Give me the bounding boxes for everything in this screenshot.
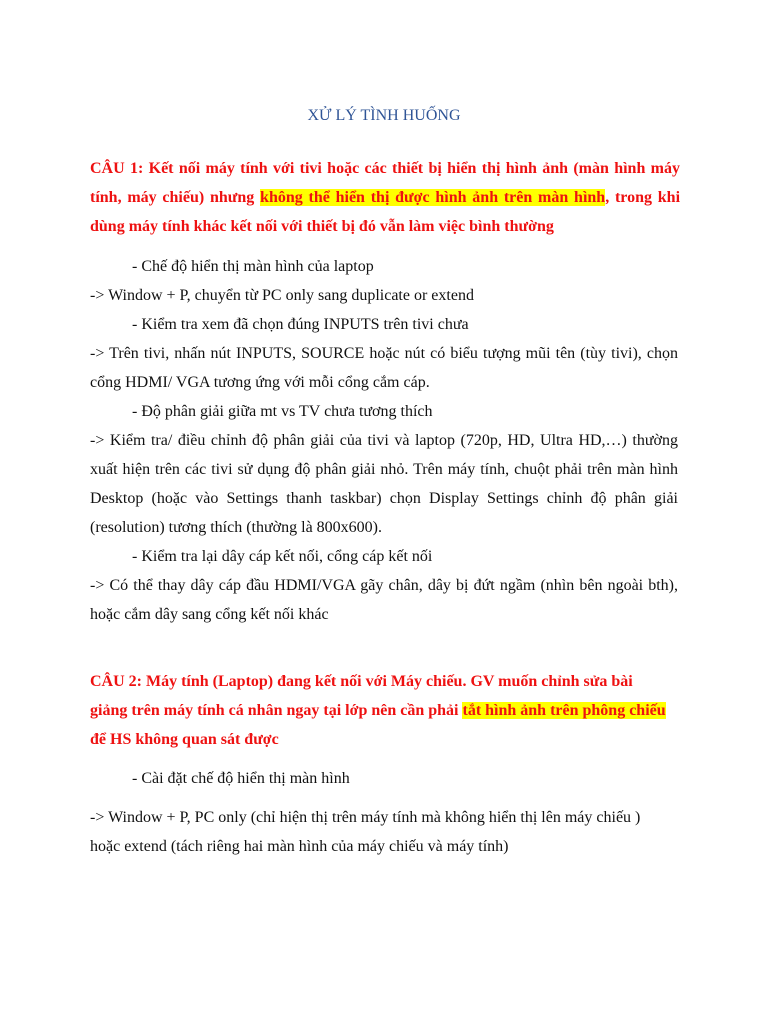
- question-1-highlight: không thể hiển thị được hình ảnh trên màn hình: [260, 189, 606, 206]
- list-item: xuất hiện trên các tivi sử dụng độ phân giải nhỏ. Trên máy tính, chuột phải trên màn hình: [90, 461, 678, 478]
- list-item: Desktop (hoặc vào Settings thanh taskbar) chọn Display Settings chỉnh độ phân giải: [90, 490, 678, 507]
- question-1-text-a: CÂU 1: Kết nối máy tính với tivi hoặc các thiết bị hiển thị hình ảnh (màn hình máy tính, máy chiếu) nhưng: [90, 160, 680, 206]
- question-2-line-2: [90, 696, 680, 725]
- list-item: - Độ phân giải giữa mt vs TV chưa tương thích: [132, 403, 433, 420]
- list-item: -> Trên tivi, nhấn nút INPUTS, SOURCE hoặc nút có biểu tượng mũi tên (tùy tivi), chọn: [90, 345, 678, 362]
- list-item: cổng HDMI/ VGA tương ứng với mỗi cổng cắm cáp.: [90, 374, 430, 391]
- question-2-text-c: để HS không quan sát được: [90, 731, 279, 748]
- list-item: hoặc cắm dây sang cổng kết nối khác: [90, 606, 329, 623]
- question-2-highlight: tắt hình ảnh trên phông chiếu: [462, 702, 666, 719]
- question-2-body: [90, 803, 678, 861]
- list-item: - Cài đặt chế độ hiển thị màn hình: [132, 770, 350, 787]
- list-item: -> Kiểm tra/ điều chỉnh độ phân giải của tivi và laptop (720p, HD, Ultra HD,…) thường: [90, 432, 678, 449]
- list-item: -> Window + P, chuyển từ PC only sang duplicate or extend: [90, 287, 474, 304]
- list-item: - Kiểm tra lại dây cáp kết nối, cổng cáp kết nối: [132, 548, 433, 565]
- list-item: (resolution) tương thích (thường là 800x600).: [90, 519, 382, 536]
- question-2-line-1: CÂU 2: Máy tính (Laptop) đang kết nối với Máy chiếu. GV muốn chỉnh sửa bài: [90, 673, 633, 690]
- question-1-heading: [90, 154, 680, 241]
- question-2-line-3: [90, 725, 680, 754]
- question-2-text: giảng trên máy tính cá nhân ngay tại lớp nên cần phải: [90, 702, 463, 719]
- list-item: hoặc extend (tách riêng hai màn hình của máy chiếu và máy tính): [90, 838, 509, 855]
- list-item: -> Window + P, PC only (chỉ hiện thị trên máy tính mà không hiển thị lên máy chiếu ): [90, 809, 641, 826]
- question-2-item-heading: [90, 764, 678, 793]
- list-item: - Kiểm tra xem đã chọn đúng INPUTS trên tivi chưa: [132, 316, 469, 333]
- question-1-text-b: , trong khi dùng máy tính khác kết nối với thiết bị đó vẫn làm việc bình thường: [90, 189, 681, 235]
- question-1-body: [90, 252, 678, 629]
- document-title: XỬ LÝ TÌNH HUỐNG: [307, 107, 461, 124]
- list-item: -> Có thể thay dây cáp đầu HDMI/VGA gãy chân, dây bị đứt ngầm (nhìn bên ngoài bth),: [90, 577, 678, 594]
- list-item: - Chế độ hiển thị màn hình của laptop: [132, 258, 374, 275]
- question-2-heading: [90, 667, 680, 754]
